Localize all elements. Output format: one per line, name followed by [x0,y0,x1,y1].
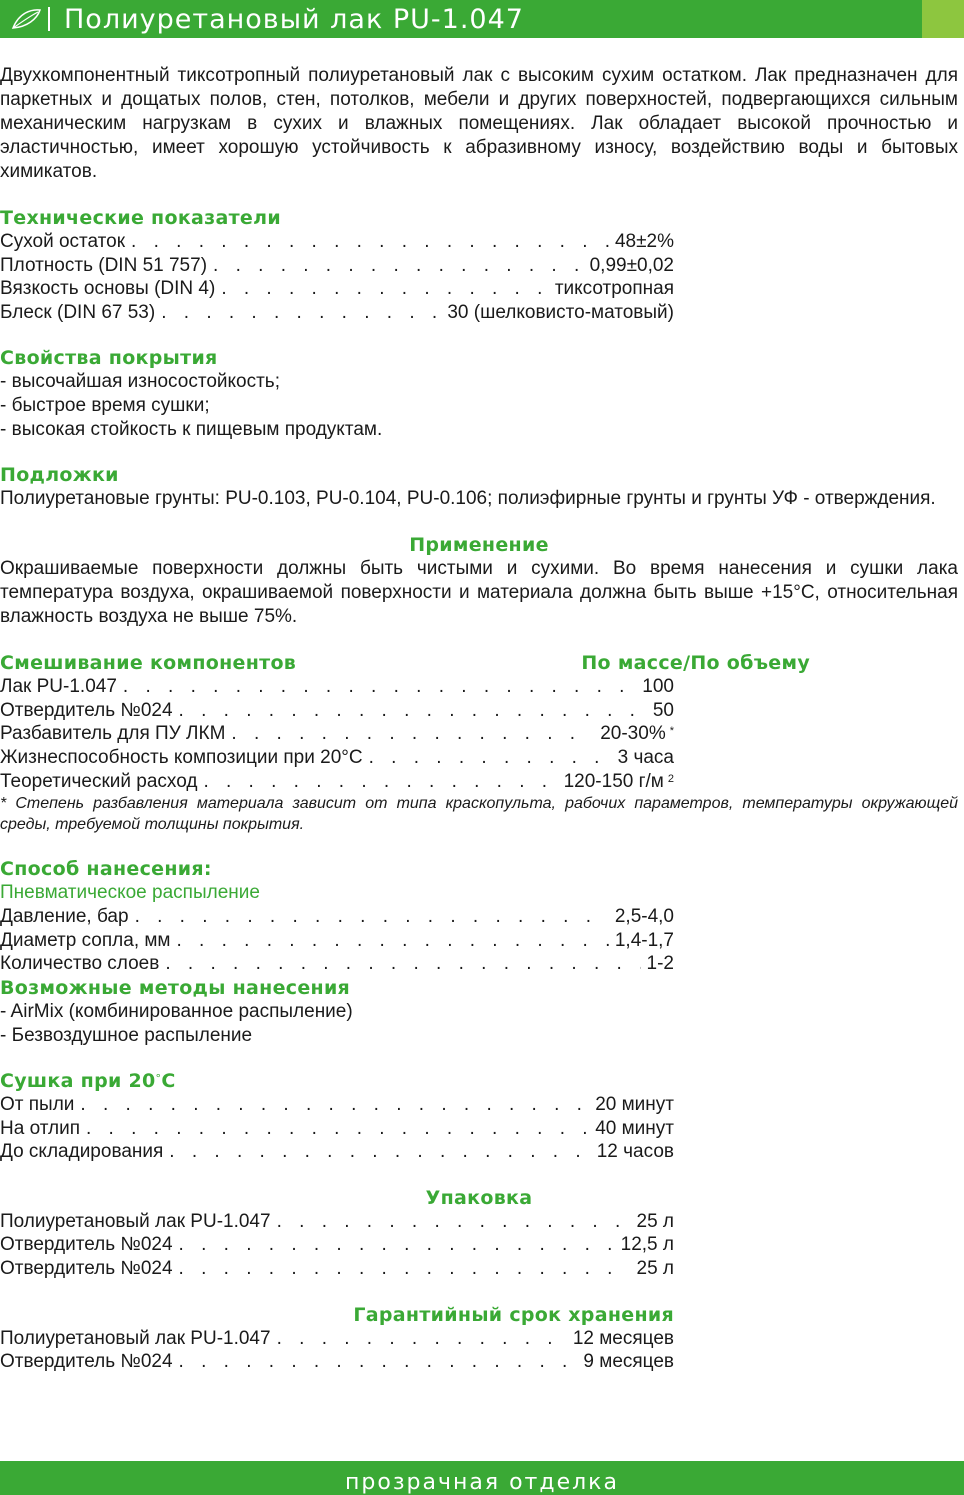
tech-title: Технические показатели [0,207,281,229]
dot-leader [173,1233,615,1257]
row-label: Давление, бар [0,906,129,928]
row-value: 9 месяцев [583,1351,674,1373]
dot-leader [155,301,441,325]
footnote-mark: * [669,725,674,738]
dot-leader [207,254,584,278]
row-label: Полиуретановый лак PU-1.047 [0,1327,271,1349]
method-table [0,905,958,976]
mixing-row [0,770,674,794]
row-label: От пыли [0,1094,75,1116]
drying-table [0,1093,958,1164]
header-divider [48,7,50,31]
shelf-row [0,1350,674,1374]
tech-row [0,254,674,278]
packaging-row [0,1233,674,1257]
document-body [0,64,958,1374]
shelf-table [0,1327,958,1374]
dot-leader [74,1093,589,1117]
row-value: 12 часов [596,1141,674,1163]
row-label: Разбавитель для ПУ ЛКМ [0,723,226,745]
dot-leader [271,1327,567,1351]
packaging-row [0,1257,674,1281]
dot-leader [173,1350,578,1374]
row-label: Отвердитель №024 [0,1351,173,1373]
mixing-note: * Степень разбавления материала зависит от типа краскопульта, рабочих параметров, температуры окружающей среды, требуемой толщины покрытия. [0,795,958,834]
dot-leader [117,675,636,699]
row-value: 20 минут [595,1094,674,1116]
row-label: Теоретический расход [0,770,198,792]
mixing-header [0,651,810,675]
row-label: На отлип [0,1117,80,1139]
row-value: 48±2% [614,231,674,252]
row-value: 20-30% * [600,723,674,745]
drying-title: Сушка при 20°С [0,1070,176,1093]
tech-row [0,277,674,301]
row-label: Блеск (DIN 67 53) [0,301,156,323]
dot-leader [215,277,549,301]
application-title: Применение [409,534,549,557]
dot-leader [225,722,594,746]
row-value: 100 [642,676,674,698]
shelf-title: Гарантийный срок хранения [353,1303,674,1326]
dot-leader [125,230,609,254]
method-subtitle: Пневматическое распыление [0,882,260,904]
method-title: Способ нанесения: [0,858,212,881]
row-value: 3 часа [617,746,674,768]
row-label: Вязкость основы (DIN 4) [0,278,216,300]
dot-leader [197,770,557,794]
footer-bar [0,1461,964,1495]
row-value: 12,5 л [620,1234,674,1256]
mixing-ratio-title: По массе/По объему [581,652,810,675]
application-text: Окрашиваемые поверхности должны быть чистыми и сухими. Во время нанесения и сушки лака температура воздуха, окрашиваемой поверхности и материала должна быть выше +15°С, относительная влажность воздуха не выше 75%. [0,558,958,628]
row-label: Плотность (DIN 51 757) [0,254,208,276]
dot-leader [271,1210,631,1234]
superscript: 2 [667,772,674,785]
dot-leader [363,746,612,770]
leaf-icon [4,0,48,38]
row-value: 30 (шелковисто-матовый) [447,301,674,323]
intro-paragraph: Двухкомпонентный тиксотропный полиуретановый лак с высоким сухим остатком. Лак предназначен для паркетных и дощатых полов, стен, потолков, мебели и других поверхностей, подвергающихся сильным механическим нагрузкам в сухих и влажных помещениях. Лак обладает высокой прочностью и эластичностью, имеет хорошую устойчивость к абразивному износу, воздействию воды и бытовых химикатов. [0,65,958,182]
mixing-row [0,746,674,770]
list-item: - высочайшая износостойкость; [0,371,280,393]
header-accent [922,0,964,38]
drying-row [0,1117,674,1141]
row-label: До складирования [0,1141,164,1163]
list-item: - AirMix (комбинированное распыление) [0,1000,353,1022]
row-label: Лак PU-1.047 [0,676,117,698]
substrates-text: Полиуретановые грунты: PU-0.103, PU-0.104, PU-0.106; полиэфирные грунты и грунты УФ - отверждения. [0,488,936,510]
packaging-table [0,1210,958,1281]
list-item: - высокая стойкость к пищевым продуктам. [0,418,383,440]
dot-leader [173,1257,631,1281]
tech-row [0,301,674,325]
row-value: 25 л [636,1210,674,1232]
mixing-row [0,675,674,699]
row-value: 1,4-1,7 [614,929,674,951]
row-label: Полиуретановый лак PU-1.047 [0,1210,271,1232]
packaging-title: Упаковка [425,1186,533,1209]
mixing-table [0,675,958,793]
row-label: Отвердитель №024 [0,1234,173,1256]
mixing-title: Смешивание компонентов [0,652,297,675]
properties-title: Свойства покрытия [0,347,218,370]
dot-leader [129,905,609,929]
dot-leader [80,1117,589,1141]
tech-table [0,230,958,324]
row-value: 40 минут [595,1117,674,1139]
row-value: 25 л [636,1258,674,1280]
row-value: 50 [652,699,674,721]
row-value: 120-150 г/м $^2$ [563,770,674,792]
row-label: Диаметр сопла, мм [0,929,171,951]
row-value: 12 месяцев [572,1327,674,1349]
dot-leader [171,929,609,953]
row-value: 0,99±0,02 [589,254,674,276]
drying-row [0,1093,674,1117]
packaging-row [0,1210,674,1234]
dot-leader [163,1140,590,1164]
shelf-row [0,1327,674,1351]
row-value: 1-2 [646,953,674,975]
list-item: - Безвоздушное распыление [0,1024,253,1046]
footer-text: прозрачная отделка [345,1469,619,1495]
page-title: Полиуретановый лак PU-1.047 [64,3,524,35]
method-row [0,952,674,976]
row-label: Жизнеспособность композиции при 20°С [0,746,363,768]
method-row [0,905,674,929]
alt-methods-title: Возможные методы нанесения [0,976,351,999]
row-value: тиксотропная [554,278,674,300]
header-bar [0,0,922,38]
substrates-title: Подложки [0,464,119,487]
dot-leader [173,699,647,723]
row-label: Сухой остаток [0,231,126,252]
list-item: - быстрое время сушки; [0,394,210,416]
mixing-row [0,699,674,723]
row-label: Количество слоев [0,953,160,975]
row-label: Отвердитель №024 [0,1258,173,1280]
drying-row [0,1140,674,1164]
tech-row [0,230,674,254]
dot-leader [159,952,640,976]
method-row [0,929,674,953]
row-label: Отвердитель №024 [0,699,173,721]
mixing-row [0,722,674,746]
row-value: 2,5-4,0 [614,906,674,928]
